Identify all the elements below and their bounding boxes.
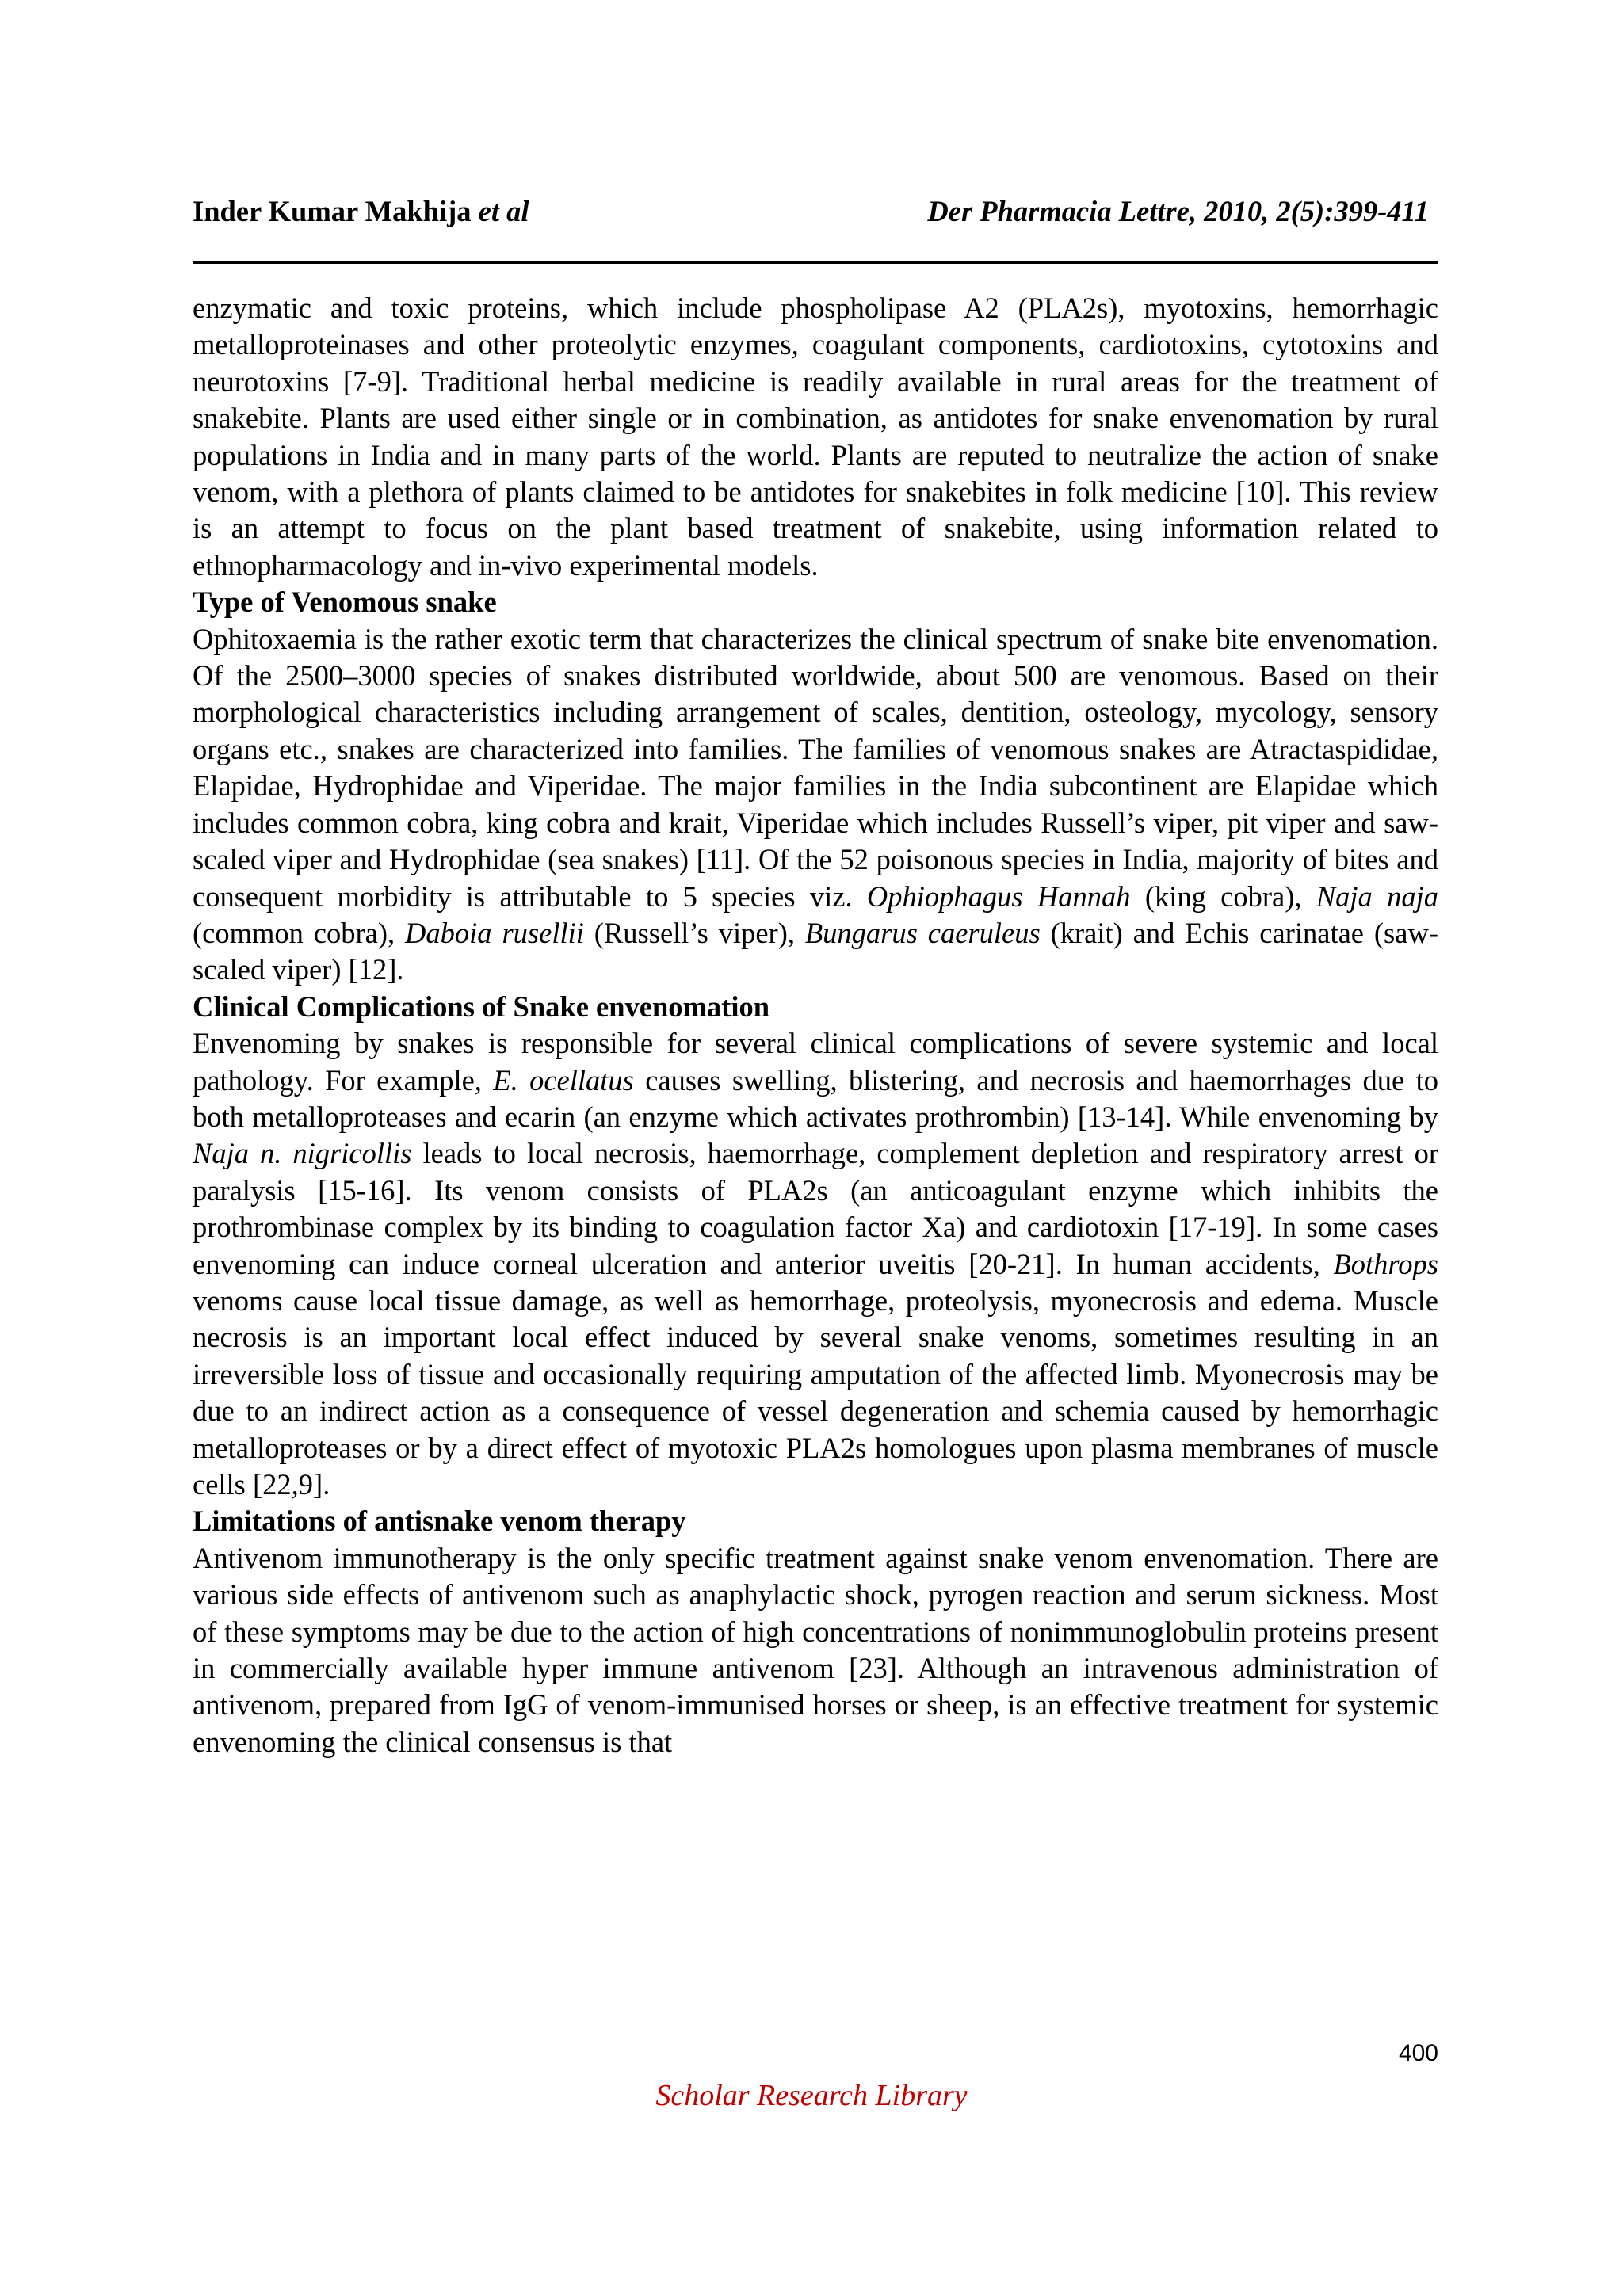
section-paragraph-clinical-complications: Envenoming by snakes is responsible for several clinical complications of severe systemic and local pathology. For example, E. ocellatus causes swelling, blistering, and necrosis and haemorrhages due to both metalloproteases and ecarin (an enzyme which activates prothrombin) [13-14]. While envenoming by Naja n. nigricollis leads to local necrosis, haemorrhage, complement depletion and respiratory arrest or paralysis [15-16]. Its venom consists of PLA2s (an anticoagulant enzyme which inhibits the prothrombinase complex by its binding to coagulation factor Xa) and cardiotoxin [17-19]. In some cases envenoming can induce corneal ulceration and anterior uveitis [20-21]. In human accidents, Bothrops venoms cause local tissue damage, as well as hemorrhage, proteolysis, myonecrosis and edema. Muscle necrosis is an important local effect induced by several snake venoms, sometimes resulting in an irreversible loss of tissue and occasionally requiring amputation of the affected limb. Myonecrosis may be due to an indirect action as a consequence of vessel degeneration and schemia caused by hemorrhagic metalloproteases or by a direct effect of myotoxic PLA2s homologues upon plasma membranes of muscle cells [22,9].: [193, 1027, 1438, 1501]
header-author-suffix: et al: [478, 195, 529, 227]
header-rule: [193, 261, 1438, 264]
section-heading-antivenom-limitations: Limitations of antisnake venom therapy: [193, 1505, 686, 1538]
article-body: [193, 290, 1438, 1760]
footer-publisher: Scholar Research Library: [655, 2079, 968, 2112]
header-author-name: Inder Kumar Makhija: [193, 195, 472, 227]
running-header: [193, 192, 1429, 231]
section-paragraph-venomous-snake: Ophitoxaemia is the rather exotic term that characterizes the clinical spectrum of snake bite envenomation. Of the 2500–3000 species of snakes distributed worldwide, about 500 are venomous. Based on their morphological characteristics including arrangement of scales, dentition, osteology, mycology, sensory organs etc., snakes are characterized into families. The families of venomous snakes are Atractaspididae, Elapidae, Hydrophidae and Viperidae. The major families in the India subcontinent are Elapidae which includes common cobra, king cobra and krait, Viperidae which includes Russell’s viper, pit viper and saw-scaled viper and Hydrophidae (sea snakes) [11]. Of the 52 poisonous species in India, majority of bites and consequent morbidity is attributable to 5 species viz. Ophiophagus Hannah (king cobra), Naja naja (common cobra), Daboia rusellii (Russell’s viper), Bungarus caeruleus (krait) and Echis carinatae (saw-scaled viper) [12].: [193, 622, 1438, 986]
intro-paragraph: enzymatic and toxic proteins, which include phospholipase A2 (PLA2s), myotoxins, hemorrhagic metalloproteinases and other proteolytic enzymes, coagulant components, cardiotoxins, cytotoxins and neurotoxins [7-9]. Traditional herbal medicine is readily available in rural areas for the treatment of snakebite. Plants are used either single or in combination, as antidotes for snake envenomation by rural populations in India and in many parts of the world. Plants are reputed to neutralize the action of snake venom, with a plethora of plants claimed to be antidotes for snakebites in folk medicine [10]. This review is an attempt to focus on the plant based treatment of snakebite, using information related to ethnopharmacology and in-vivo experimental models.: [193, 292, 1438, 582]
section-paragraph-antivenom-limitations: Antivenom immunotherapy is the only specific treatment against snake venom envenomation. There are various side effects of antivenom such as anaphylactic shock, pyrogen reaction and serum sickness. Most of these symptoms may be due to the action of high concentrations of nonimmunoglobulin proteins present in commercially available hyper immune antivenom [23]. Although an intravenous administration of antivenom, prepared from IgG of venom-immunised horses or sheep, is an effective treatment for systemic envenoming the clinical consensus is that: [193, 1541, 1438, 1758]
header-author: [193, 192, 529, 231]
header-journal: Der Pharmacia Lettre, 2010, 2(5):399-411: [927, 195, 1429, 227]
section-heading-venomous-snake: Type of Venomous snake: [193, 585, 497, 619]
section-heading-clinical-complications: Clinical Complications of Snake envenomation: [193, 990, 770, 1023]
page-number: 400: [1398, 2040, 1438, 2066]
